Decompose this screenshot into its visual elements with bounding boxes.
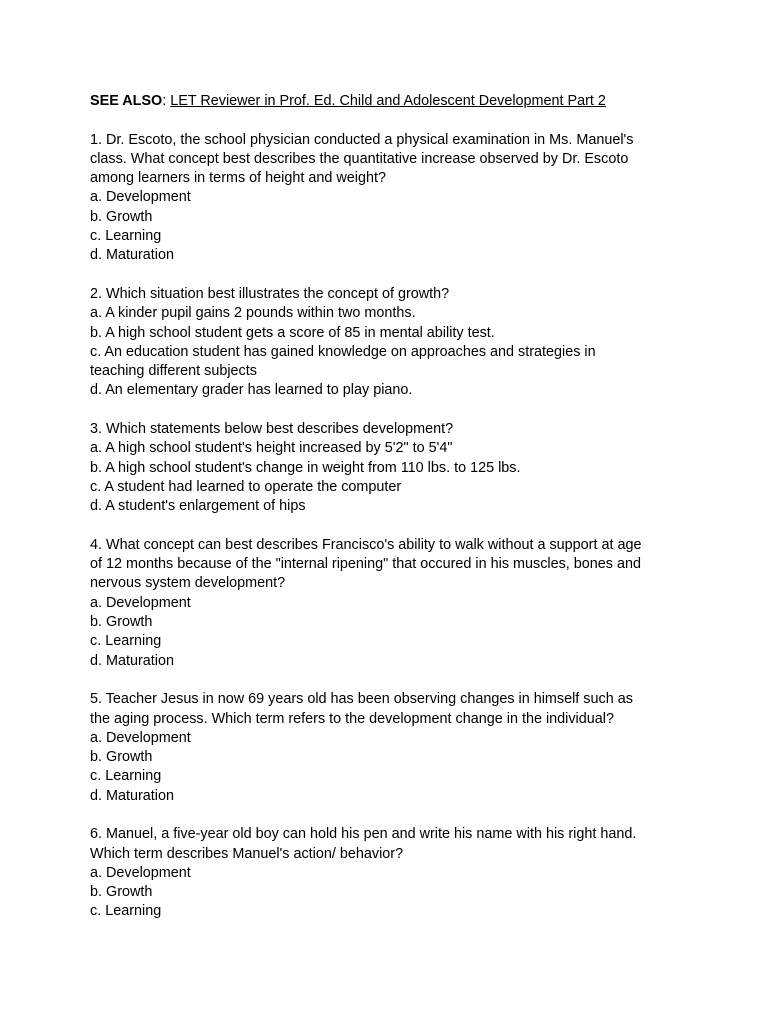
question-stem-line: among learners in terms of height and weight?	[90, 170, 386, 187]
question-stem-line: 3. Which statements below best describes development?	[90, 421, 454, 438]
question-stem-line: of 12 months because of the "internal ripening" that occured in his muscles, bones and	[90, 556, 641, 573]
question-stem-line: 6. Manuel, a five-year old boy can hold his pen and write his name with his right hand.	[90, 826, 637, 843]
question-5	[90, 690, 700, 806]
question-stem-line: class. What concept best describes the quantitative increase observed by Dr. Escoto	[90, 150, 629, 167]
answer-option: c. An education student has gained knowledge on approaches and strategies in	[90, 343, 596, 360]
question-stem	[90, 825, 700, 864]
answer-option: d. Maturation	[90, 787, 174, 804]
question-stem-line: 5. Teacher Jesus in now 69 years old has been observing changes in himself such as	[90, 691, 633, 708]
answer-option: c. Learning	[90, 903, 162, 920]
answer-option: b. Growth	[90, 884, 153, 901]
question-stem	[90, 536, 700, 594]
answer-option: d. An elementary grader has learned to play piano.	[90, 382, 413, 399]
question-stem-line: 4. What concept can best describes Francisco's ability to walk without a support at age	[90, 536, 642, 553]
question-1	[90, 131, 700, 266]
answer-option: c. Learning	[90, 228, 162, 245]
answer-option: d. Maturation	[90, 247, 174, 264]
question-stem-line: nervous system development?	[90, 575, 286, 592]
answer-option: a. A high school student's height increased by 5'2" to 5'4"	[90, 440, 453, 457]
answer-option: c. A student had learned to operate the computer	[90, 478, 402, 495]
answer-option: d. A student's enlargement of hips	[90, 498, 306, 515]
question-stem	[90, 690, 700, 729]
answer-option: a. Development	[90, 864, 191, 881]
answer-option: b. Growth	[90, 749, 153, 766]
answer-option: a. Development	[90, 594, 191, 611]
question-stem	[90, 420, 700, 439]
answer-option: a. A kinder pupil gains 2 pounds within two months.	[90, 305, 416, 322]
question-3	[90, 420, 700, 516]
answer-option: b. A high school student's change in weight from 110 lbs. to 125 lbs.	[90, 459, 521, 476]
question-6	[90, 825, 700, 921]
answer-option: b. Growth	[90, 208, 153, 225]
answer-option-continuation: teaching different subjects	[90, 363, 257, 380]
answer-option: b. A high school student gets a score of 85 in mental ability test.	[90, 324, 495, 341]
answer-option: a. Development	[90, 189, 191, 206]
answer-option: a. Development	[90, 729, 191, 746]
question-4	[90, 536, 700, 671]
answer-option: c. Learning	[90, 633, 162, 650]
answer-option: d. Maturation	[90, 652, 174, 669]
answer-option: c. Learning	[90, 768, 162, 785]
question-stem	[90, 285, 700, 304]
document-content	[90, 92, 700, 941]
question-stem-line: Which term describes Manuel's action/ behavior?	[90, 845, 404, 862]
question-stem	[90, 131, 700, 189]
see-also-link[interactable]: LET Reviewer in Prof. Ed. Child and Adolescent Development Part 2	[170, 93, 606, 109]
see-also-line	[90, 92, 700, 111]
question-stem-line: 1. Dr. Escoto, the school physician conducted a physical examination in Ms. Manuel's	[90, 131, 634, 148]
answer-option: b. Growth	[90, 614, 153, 631]
see-also-label: SEE ALSO	[90, 93, 163, 109]
question-2	[90, 285, 700, 401]
see-also-separator: :	[162, 93, 171, 109]
question-stem-line: the aging process. Which term refers to the development change in the individual?	[90, 710, 614, 727]
question-stem-line: 2. Which situation best illustrates the concept of growth?	[90, 285, 450, 302]
